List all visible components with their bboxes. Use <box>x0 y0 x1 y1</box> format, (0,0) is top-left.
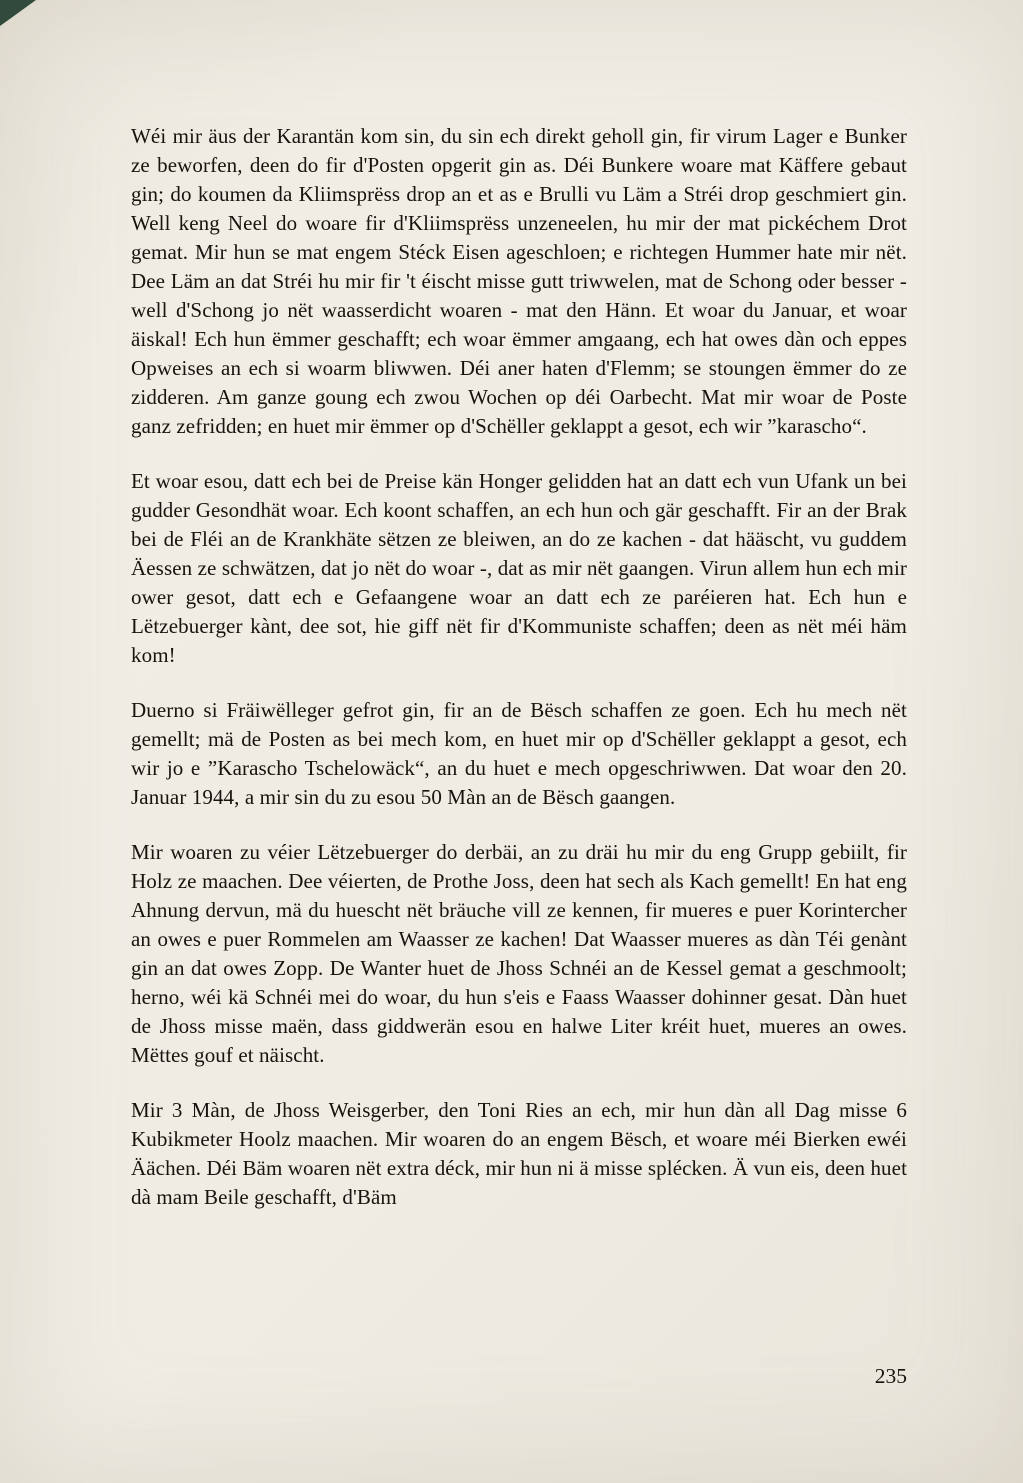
scan-artifact-corner <box>0 0 36 26</box>
paragraph-2: Et woar esou, datt ech bei de Preise kän Honger gelidden hat an datt ech vun Ufank un bei gudder Gesondhät woar. Ech koont schaffen, an ech hun och gär geschafft. Fir an der Brak bei de Fléi an de Krankhäte sëtzen ze bleiwen, an do ze kachen - dat hääscht, vu guddem Äessen ze schwätzen, dat jo nët do woar -, dat as mir nët gaangen. Virun allem hun ech mir ower gesot, datt ech e Gefaangene woar an datt ech ze paréieren hat. Ech hun e Lëtzebuerger kànt, dee sot, hie giff nët fir d'Kommuniste schaffen; deen as nët méi häm kom! <box>131 469 907 667</box>
page-text <box>131 122 907 1238</box>
paragraph-5: Mir 3 Màn, de Jhoss Weisgerber, den Toni Ries an ech, mir hun dàn all Dag misse 6 Kubikmeter Hoolz maachen. Mir woaren do an engem Bësch, et woare méi Bierken ewéi Äächen. Déi Bäm woaren nët extra déck, mir hun ni ä misse splécken. Ä vun eis, deen huet dà mam Beile geschafft, d'Bäm <box>131 1098 907 1209</box>
page-number: 235 <box>874 1364 907 1388</box>
paragraph-3: Duerno si Fräiwëlleger gefrot gin, fir an de Bësch schaffen ze goen. Ech hu mech nët gemellt; mä de Posten as bei mech kom, en huet mir op d'Schëller geklappt a gesot, ech wir jo e ”Karascho Tschelowäck“, an du huet e mech opgeschriwwen. Dat woar den 20. Januar 1944, a mir sin du zu esou 50 Màn an de Bësch gaangen. <box>131 698 907 809</box>
paragraph-1: Wéi mir äus der Karantän kom sin, du sin ech direkt geholl gin, fir virum Lager e Bunker ze beworfen, deen do fir d'Posten opgerit gin as. Déi Bunkere woare mat Käffere gebaut gin; do koumen da Kliimsprëss drop an et as e Brulli vu Läm a Stréi drop geschmiert gin. Well keng Neel do woare fir d'Kliimsprëss unzeneelen, hu mir der mat pickéchem Drot gemat. Mir hun se mat engem Stéck Eisen ageschloen; e richtegen Hummer hate mir nët. Dee Läm an dat Stréi hu mir fir 't éischt misse gutt triwwelen, mat de Schong oder besser - well d'Schong jo nët waasserdicht woaren - mat den Hänn. Et woar du Januar, et woar äiskal! Ech hun ëmmer geschafft; ech woar ëmmer amgaang, ech hat owes dàn och eppes Opweises an ech si woarm bliwwen. Déi aner haten d'Flemm; se stoungen ëmmer do ze zidderen. Am ganze goung ech zwou Wochen op déi Oarbecht. Mat mir woar de Poste ganz zefridden; en huet mir ëmmer op d'Schëller geklappt a gesot, ech wir ”karascho“. <box>131 124 907 438</box>
paragraph-4: Mir woaren zu véier Lëtzebuerger do derbäi, an zu dräi hu mir du eng Grupp gebiilt, fir Holz ze maachen. Dee véierten, de Prothe Joss, deen hat sech als Kach gemellt! En hat eng Ahnung dervun, mä du huescht nët bräuche vill ze kennen, fir mueres e puer Korintercher an owes e puer Rommelen am Waasser ze kachen! Dat Waasser mueres as dàn Téi genànt gin an dat owes Zopp. De Wanter huet de Jhoss Schnéi an de Kessel gemat a geschmoolt; herno, wéi kä Schnéi mei do woar, du hun s'eis e Faass Waasser dohinner gesat. Dàn huet de Jhoss misse maën, dass giddwerän esou en halwe Liter kréit huet, mueres an owes. Mëttes gouf et näischt. <box>131 840 907 1067</box>
